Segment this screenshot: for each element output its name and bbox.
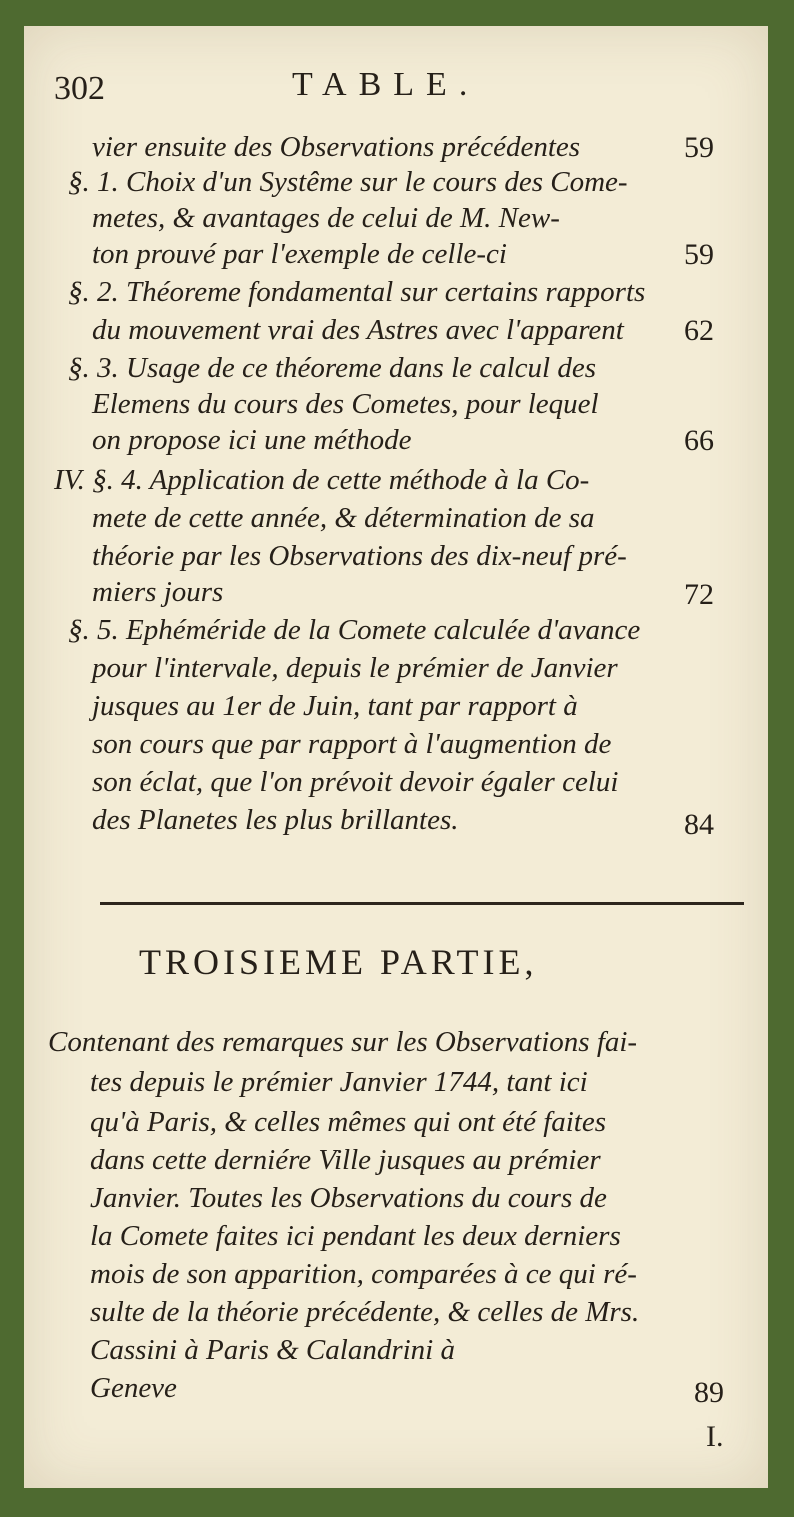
entry-line: vier ensuite des Observations précédentes xyxy=(92,131,581,163)
running-head: TABLE. xyxy=(292,66,480,103)
book-page xyxy=(24,26,768,1488)
entry-line: ton prouvé par l'exemple de celle-ci xyxy=(92,238,507,270)
part-line: mois de son apparition, comparées à ce qui ré- xyxy=(90,1258,637,1290)
part-line: sulte de la théorie précédente, & celles de Mrs. xyxy=(90,1296,640,1328)
entry-line: miers jours xyxy=(92,576,224,608)
part-line: dans cette derniére Ville jusques au prémier xyxy=(90,1144,601,1176)
part-line: Cassini à Paris & Calandrini à xyxy=(90,1334,455,1366)
page-number: 302 xyxy=(54,70,105,107)
entry-line: IV. §. 4. Application de cette méthode à la Co- xyxy=(54,464,590,496)
entry-line: §. 1. Choix d'un Systême sur le cours des Come- xyxy=(68,166,628,198)
entry-page: 59 xyxy=(684,131,714,164)
section-rule xyxy=(100,902,744,905)
entry-line: des Planetes les plus brillantes. xyxy=(92,804,459,836)
entry-line: mete de cette année, & détermination de sa xyxy=(92,502,595,534)
entry-line: du mouvement vrai des Astres avec l'apparent xyxy=(92,314,624,346)
part-line: tes depuis le prémier Janvier 1744, tant ici xyxy=(90,1066,588,1098)
part-line: Contenant des remarques sur les Observations fai- xyxy=(48,1026,638,1058)
entry-page: 59 xyxy=(684,238,714,271)
part-page: 89 xyxy=(694,1376,724,1409)
entry-line: metes, & avantages de celui de M. New- xyxy=(92,202,560,234)
part-line: Geneve xyxy=(90,1372,177,1404)
part-line: la Comete faites ici pendant les deux derniers xyxy=(90,1220,621,1252)
entry-page: 84 xyxy=(684,808,714,841)
part-line: Janvier. Toutes les Observations du cours de xyxy=(90,1182,607,1214)
entry-page: 62 xyxy=(684,314,714,347)
part-line: qu'à Paris, & celles mêmes qui ont été faites xyxy=(90,1106,607,1138)
entry-line: son cours que par rapport à l'augmention de xyxy=(92,728,612,760)
entry-line: §. 3. Usage de ce théoreme dans le calcul des xyxy=(68,352,597,384)
entry-line: §. 2. Théoreme fondamental sur certains rapports xyxy=(68,276,646,308)
entry-line: §. 5. Ephéméride de la Comete calculée d'avance xyxy=(68,614,641,646)
entry-line: on propose ici une méthode xyxy=(92,424,412,456)
part-title: TROISIEME PARTIE, xyxy=(139,942,538,982)
entry-line: jusques au 1er de Juin, tant par rapport à xyxy=(92,690,578,722)
catchword: I. xyxy=(706,1420,724,1453)
entry-line: Elemens du cours des Cometes, pour lequel xyxy=(92,388,599,420)
entry-line: théorie par les Observations des dix-neuf pré- xyxy=(92,540,627,572)
entry-line: pour l'intervale, depuis le prémier de Janvier xyxy=(92,652,618,684)
entry-page: 72 xyxy=(684,578,714,611)
entry-line: son éclat, que l'on prévoit devoir égaler celui xyxy=(92,766,619,798)
entry-page: 66 xyxy=(684,424,714,457)
